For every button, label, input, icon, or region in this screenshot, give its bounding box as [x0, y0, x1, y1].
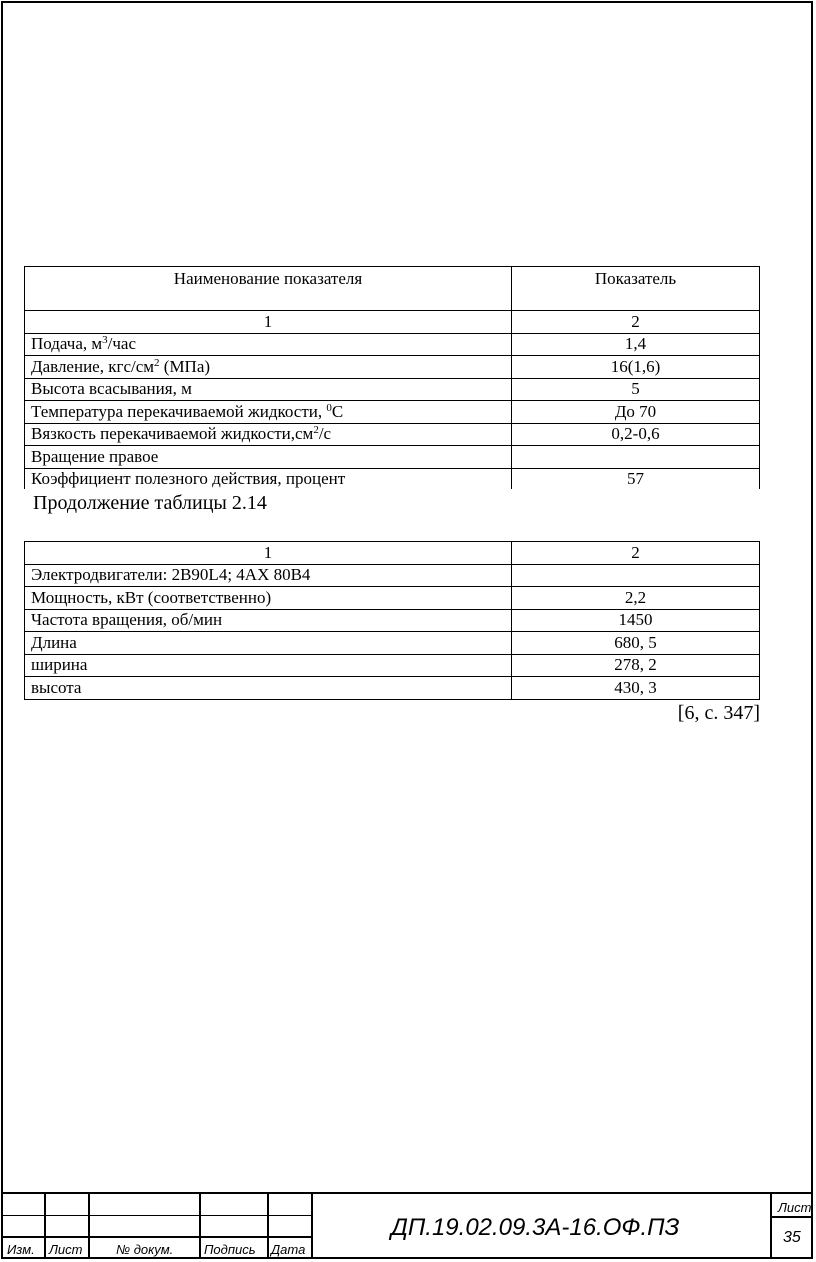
title-block-divider: [88, 1194, 90, 1259]
header-value: Показатель: [512, 267, 760, 311]
param-name: Температура перекачиваемой жидкости,: [31, 401, 327, 421]
param-name: Вращение правое: [31, 446, 159, 466]
param-value: 680, 5: [512, 632, 760, 655]
continuation-table: [24, 541, 760, 700]
table-row: [25, 423, 760, 446]
table-header-row: [25, 267, 760, 311]
col-number-2: 2: [512, 311, 760, 334]
table-row: [25, 564, 760, 587]
continuation-caption: Продолжение таблицы 2.14: [33, 492, 267, 514]
param-unit-suffix: С: [331, 401, 344, 421]
param-value: До 70: [512, 401, 760, 424]
table-row: [25, 609, 760, 632]
header-name: Наименование показателя: [25, 267, 512, 311]
label-list: Лист: [49, 1242, 83, 1257]
param-name-cell: [25, 468, 512, 491]
table-row: [25, 378, 760, 401]
param-name-cell: [25, 356, 512, 379]
param-name-cell: [25, 423, 512, 446]
col-number-1: 1: [25, 311, 512, 334]
param-name: Мощность, кВт (соответственно): [25, 587, 512, 610]
column-number-row: [25, 542, 760, 565]
param-unit-superscript: 3: [102, 334, 108, 347]
label-date: Дата: [271, 1242, 306, 1257]
param-value: 278, 2: [512, 654, 760, 677]
table-row: [25, 356, 760, 379]
param-name-cell: [25, 446, 512, 469]
title-block-row-line: [1, 1236, 311, 1238]
title-block-divider: [267, 1194, 269, 1259]
table-row: [25, 677, 760, 700]
sheet-number: 35: [783, 1229, 801, 1246]
title-block-divider: [311, 1194, 313, 1259]
label-izm: Изм.: [7, 1242, 35, 1257]
param-value: 430, 3: [512, 677, 760, 700]
param-name: ширина: [25, 654, 512, 677]
param-name: Электродвигатели: 2В90L4; 4АХ 80В4: [25, 564, 512, 587]
table-row: [25, 333, 760, 356]
title-block-divider: [44, 1194, 46, 1259]
param-name-cell: [25, 333, 512, 356]
param-value: 57: [512, 468, 760, 491]
title-block-divider: [199, 1194, 201, 1259]
param-value: [512, 564, 760, 587]
param-unit-suffix: /с: [318, 424, 332, 444]
title-block-row-line: [1, 1215, 311, 1216]
source-reference: [6, с. 347]: [677, 702, 760, 724]
param-name: Высота всасывания, м: [31, 379, 192, 399]
spec-table: [24, 266, 760, 491]
table-row: [25, 401, 760, 424]
param-name: Длина: [25, 632, 512, 655]
param-value: 1450: [512, 609, 760, 632]
param-unit-superscript: 2: [154, 356, 160, 369]
param-name: Коэффициент полезного действия, процент: [31, 469, 346, 489]
document-code: ДП.19.02.09.3А-16.ОФ.ПЗ: [391, 1214, 680, 1241]
param-name: Частота вращения, об/мин: [25, 609, 512, 632]
table-row: [25, 446, 760, 469]
param-unit-suffix: (МПа): [159, 356, 211, 376]
table-row: [25, 587, 760, 610]
param-value: 0,2-0,6: [512, 423, 760, 446]
label-doc-number: № докум.: [116, 1242, 174, 1257]
column-number-row: [25, 311, 760, 334]
title-block: [1, 1192, 813, 1259]
param-unit-superscript: 0: [326, 401, 332, 414]
param-name: Давление, кгс/см: [31, 356, 155, 376]
param-value: 5: [512, 378, 760, 401]
param-name: Подача, м: [31, 334, 103, 354]
param-name: высота: [25, 677, 512, 700]
col-number-2: 2: [512, 542, 760, 565]
param-unit-superscript: 2: [313, 424, 319, 437]
param-value: 2,2: [512, 587, 760, 610]
param-value: 1,4: [512, 333, 760, 356]
table-row: [25, 654, 760, 677]
param-unit-suffix: /час: [107, 334, 137, 354]
param-value: 16(1,6): [512, 356, 760, 379]
sheet-divider: [771, 1216, 813, 1218]
param-value: [512, 446, 760, 469]
title-block-divider: [770, 1194, 772, 1259]
param-name: Вязкость перекачиваемой жидкости,см: [31, 424, 314, 444]
param-name-cell: [25, 401, 512, 424]
table-row: [25, 632, 760, 655]
col-number-1: 1: [25, 542, 512, 565]
param-name-cell: [25, 378, 512, 401]
sheet-label: Лист: [778, 1200, 812, 1215]
table-row: [25, 468, 760, 491]
label-signature: Подпись: [204, 1242, 256, 1257]
